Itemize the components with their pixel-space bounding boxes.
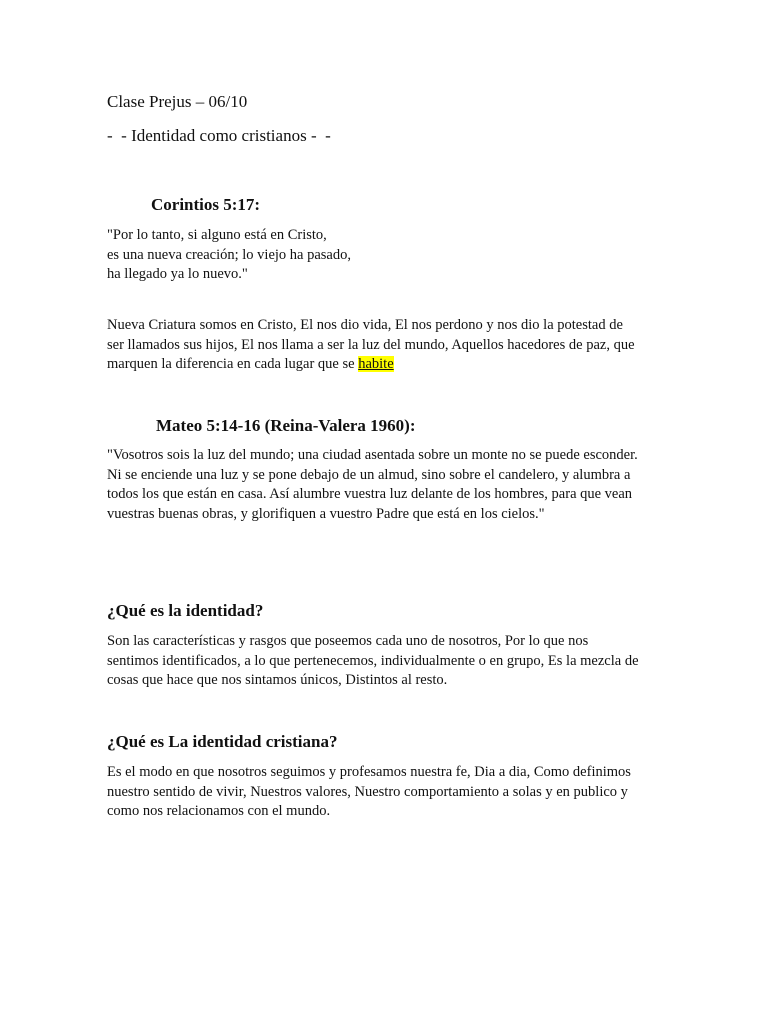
document-subtitle: - - Identidad como cristianos - - <box>107 126 331 145</box>
quote-line: Ni se enciende una luz y se pone debajo de un almud, sino sobre el candelero, y alumbra a <box>107 466 631 483</box>
corintios-quote <box>107 226 667 285</box>
paragraph-line: Es el modo en que nosotros seguimos y profesamos nuestra fe, Dia a dia, Como definimos <box>107 764 631 780</box>
quote-line: es una nueva creación; lo viejo ha pasado, <box>107 246 351 263</box>
paragraph-line: ser llamados sus hijos, El nos llama a ser la luz del mundo, Aquellos hacedores de paz, que <box>107 336 635 353</box>
section-heading-corintios: Corintios 5:17: <box>151 195 261 214</box>
identidad-cristiana-paragraph <box>107 763 667 822</box>
mateo-quote <box>107 446 667 524</box>
paragraph-line: sentimos identificados, a lo que pertenecemos, individualmente o en grupo, Es la mezcla de <box>107 652 639 669</box>
section-heading-identidad-cristiana: ¿Qué es La identidad cristiana? <box>107 732 338 751</box>
section-heading-identidad: ¿Qué es la identidad? <box>107 601 264 620</box>
document-title: Clase Prejus – 06/10 <box>107 92 248 111</box>
quote-line: "Por lo tanto, si alguno está en Cristo, <box>107 227 327 243</box>
highlighted-word: habite <box>358 356 394 372</box>
paragraph-line: Son las características y rasgos que poseemos cada uno de nosotros, Por lo que nos <box>107 633 589 649</box>
identidad-paragraph <box>107 632 667 691</box>
paragraph-line: nuestro sentido de vivir, Nuestros valores, Nuestro comportamiento a solas y en publico y <box>107 783 628 800</box>
paragraph-line-text: marquen la diferencia en cada lugar que se <box>107 356 359 372</box>
quote-line: todos los que están en casa. Así alumbre vuestra luz delante de los hombres, para que vean <box>107 486 633 502</box>
quote-line: vuestras buenas obras, y glorifiquen a vuestro Padre que está en los cielos." <box>107 505 545 522</box>
paragraph-line: como nos relacionamos con el mundo. <box>107 803 331 819</box>
quote-line: ha llegado ya lo nuevo." <box>107 266 248 282</box>
nueva-criatura-paragraph <box>107 316 667 375</box>
quote-line: "Vosotros sois la luz del mundo; una ciudad asentada sobre un monte no se puede esconder. <box>107 447 638 463</box>
paragraph-line-with-highlight <box>107 355 667 375</box>
section-heading-mateo: Mateo 5:14-16 (Reina-Valera 1960): <box>156 416 416 435</box>
paragraph-line: Nueva Criatura somos en Cristo, El nos dio vida, El nos perdono y nos dio la potestad de <box>107 317 623 333</box>
paragraph-line: cosas que hace que nos sintamos únicos, Distintos al resto. <box>107 672 448 688</box>
